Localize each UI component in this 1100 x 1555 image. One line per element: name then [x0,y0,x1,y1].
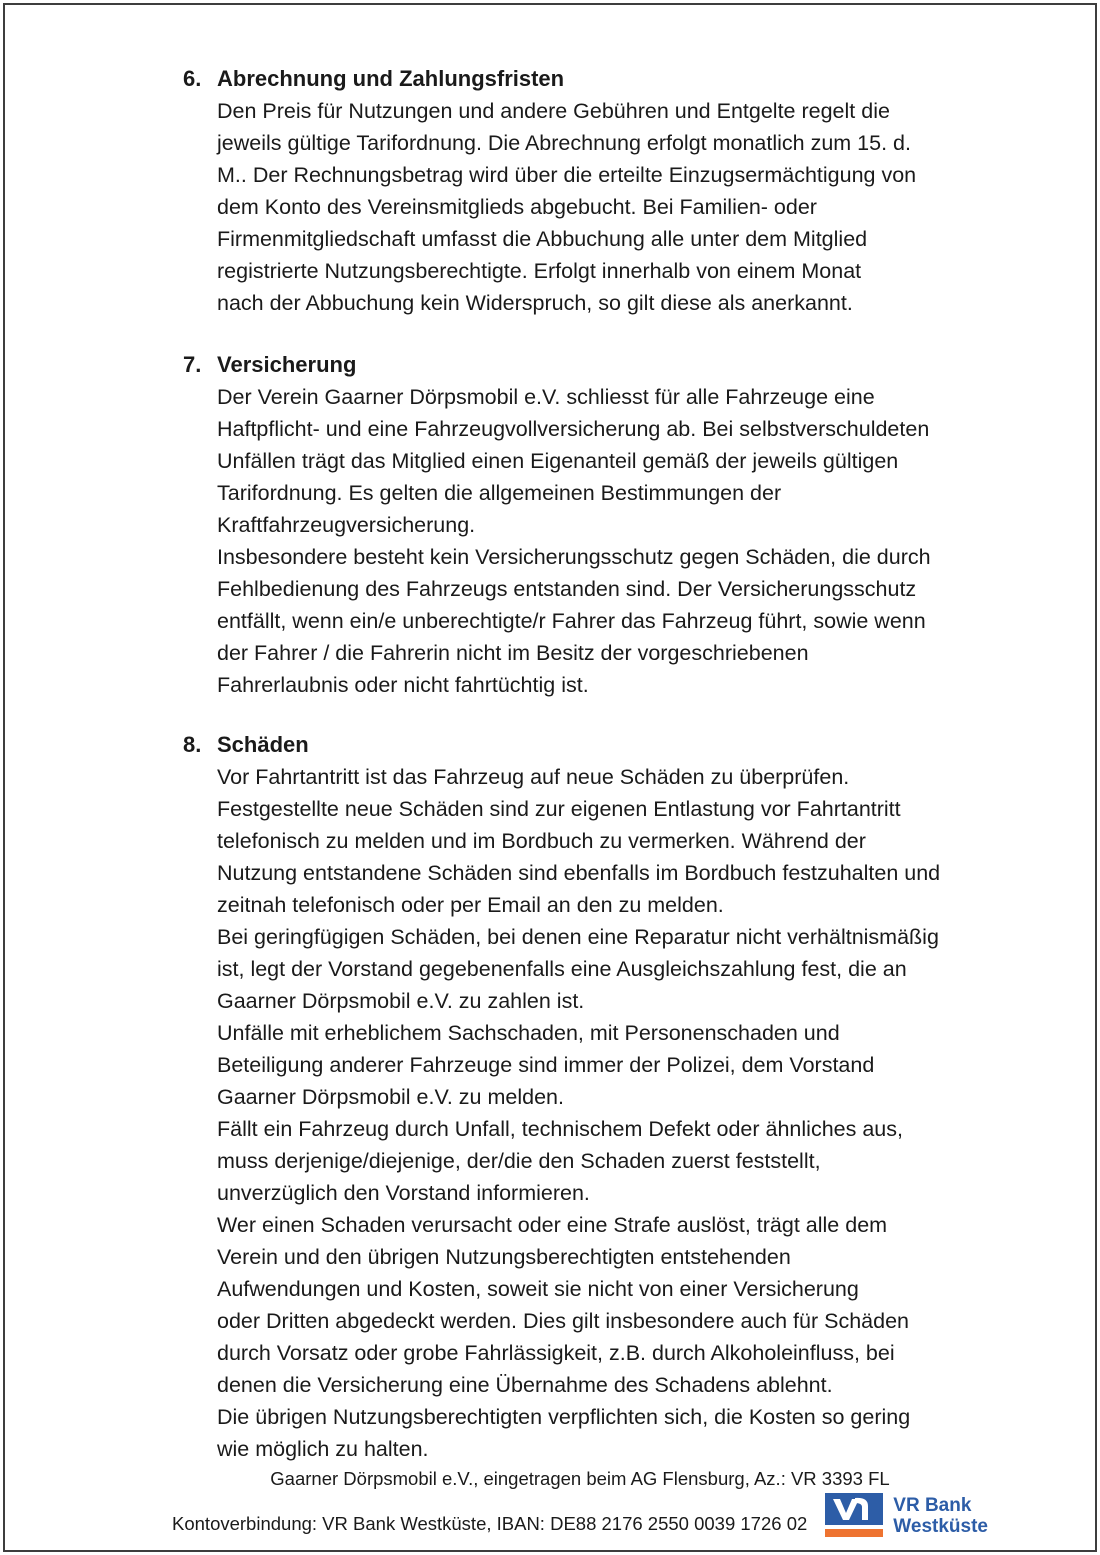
text-line: Insbesondere besteht kein Versicherungsschutz gegen Schäden, die durch [217,545,931,569]
section-number: 6. [183,66,202,91]
text-line: Gaarner Dörpsmobil e.V. zu melden. [217,1085,564,1109]
section-versicherung [183,349,1045,701]
text-line: Kraftfahrzeugversicherung. [217,513,476,537]
vr-bank-logo-line2: Westküste [893,1516,988,1537]
text-line: Fällt ein Fahrzeug durch Unfall, technischem Defekt oder ähnliches aus, [217,1117,903,1141]
section-title: Versicherung [217,352,357,377]
text-line: Fahrerlaubnis oder nicht fahrtüchtig ist. [217,673,589,697]
section-heading [183,349,1045,381]
text-line: Fehlbedienung des Fahrzeugs entstanden sind. Der Versicherungsschutz [217,577,917,601]
text-line: wie möglich zu halten. [217,1437,429,1461]
text-line: Verein und den übrigen Nutzungsberechtigten entstehenden [217,1245,791,1269]
vr-bank-logo-text [893,1493,988,1537]
footer-bank-row [5,1493,1095,1542]
section-gap [183,701,1045,729]
text-line: Unfällen trägt das Mitglied einen Eigenanteil gemäß der jeweils gültigen [217,449,899,473]
section-number: 8. [183,732,202,757]
text-line: Firmenmitgliedschaft umfasst die Abbuchung alle unter dem Mitglied [217,227,868,251]
section-abrechnung [183,63,1045,319]
section-heading [183,729,1045,761]
text-line: Aufwendungen und Kosten, soweit sie nicht von einer Versicherung [217,1277,859,1301]
text-line: entfällt, wenn ein/e unberechtigte/r Fahrer das Fahrzeug führt, sowie wenn [217,609,926,633]
text-line: oder Dritten abgedeckt werden. Dies gilt insbesondere auch für Schäden [217,1309,909,1333]
document-body [183,63,1045,1465]
text-line: Gaarner Dörpsmobil e.V. zu zahlen ist. [217,989,585,1013]
text-line: Den Preis für Nutzungen und andere Gebühren und Entgelte regelt die [217,99,890,123]
text-line: Haftpflicht- und eine Fahrzeugvollversicherung ab. Bei selbstverschuldeten [217,417,930,441]
text-line: Beteiligung anderer Fahrzeuge sind immer der Polizei, dem Vorstand [217,1053,875,1077]
footer-bank-line: Kontoverbindung: VR Bank Westküste, IBAN: DE88 2176 2550 0039 1726 02 [172,1513,808,1534]
section-number: 7. [183,352,202,377]
text-line: denen die Versicherung eine Übernahme des Schadens ablehnt. [217,1373,833,1397]
text-line: Der Verein Gaarner Dörpsmobil e.V. schliesst für alle Fahrzeuge eine [217,385,875,409]
text-line: ist, legt der Vorstand gegebenenfalls eine Ausgleichszahlung fest, die an [217,957,907,981]
text-line: muss derjenige/diejenige, der/die den Schaden zuerst feststellt, [217,1149,821,1173]
text-line: registrierte Nutzungsberechtigte. Erfolgt innerhalb von einem Monat [217,259,862,283]
section-title: Schäden [217,732,309,757]
section-text [217,761,1045,1465]
document-page [3,3,1097,1552]
vr-bank-logo [825,1493,988,1542]
text-line: unverzüglich den Vorstand informieren. [217,1181,590,1205]
text-line: durch Vorsatz oder grobe Fahrlässigkeit, z.B. durch Alkoholeinfluss, bei [217,1341,895,1365]
section-text [217,381,1045,701]
section-text [217,95,1045,319]
text-line: Festgestellte neue Schäden sind zur eigenen Entlastung vor Fahrtantritt [217,797,901,821]
text-line: nach der Abbuchung kein Widerspruch, so gilt diese als anerkannt. [217,291,853,315]
section-gap [183,319,1045,349]
page-footer [5,1467,1095,1542]
text-line: Wer einen Schaden verursacht oder eine Strafe auslöst, trägt alle dem [217,1213,888,1237]
text-line: Vor Fahrtantritt ist das Fahrzeug auf neue Schäden zu überprüfen. [217,765,850,789]
text-line: Unfälle mit erheblichem Sachschaden, mit Personenschaden und [217,1021,840,1045]
text-line: telefonisch zu melden und im Bordbuch zu vermerken. Während der [217,829,866,853]
text-line: Tarifordnung. Es gelten die allgemeinen Bestimmungen der [217,481,782,505]
vr-bank-mark-icon [825,1493,883,1542]
text-line: Die übrigen Nutzungsberechtigten verpflichten sich, die Kosten so gering [217,1405,911,1429]
text-line: der Fahrer / die Fahrerin nicht im Besitz der vorgeschriebenen [217,641,809,665]
text-line: jeweils gültige Tarifordnung. Die Abrechnung erfolgt monatlich zum 15. d. [217,131,911,155]
section-title: Abrechnung und Zahlungsfristen [217,66,565,91]
text-line: dem Konto des Vereinsmitglieds abgebucht. Bei Familien- oder [217,195,817,219]
vr-bank-logo-line1: VR Bank [893,1495,972,1516]
section-schaeden [183,729,1045,1465]
text-line: M.. Der Rechnungsbetrag wird über die erteilte Einzugsermächtigung von [217,163,917,187]
text-line: zeitnah telefonisch oder per Email an den zu melden. [217,893,724,917]
footer-registration-line: Gaarner Dörpsmobil e.V., eingetragen beim AG Flensburg, Az.: VR 3393 FL [270,1468,890,1489]
text-line: Nutzung entstandene Schäden sind ebenfalls im Bordbuch festzuhalten und [217,861,941,885]
section-heading [183,63,1045,95]
text-line: Bei geringfügigen Schäden, bei denen eine Reparatur nicht verhältnismäßig [217,925,939,949]
